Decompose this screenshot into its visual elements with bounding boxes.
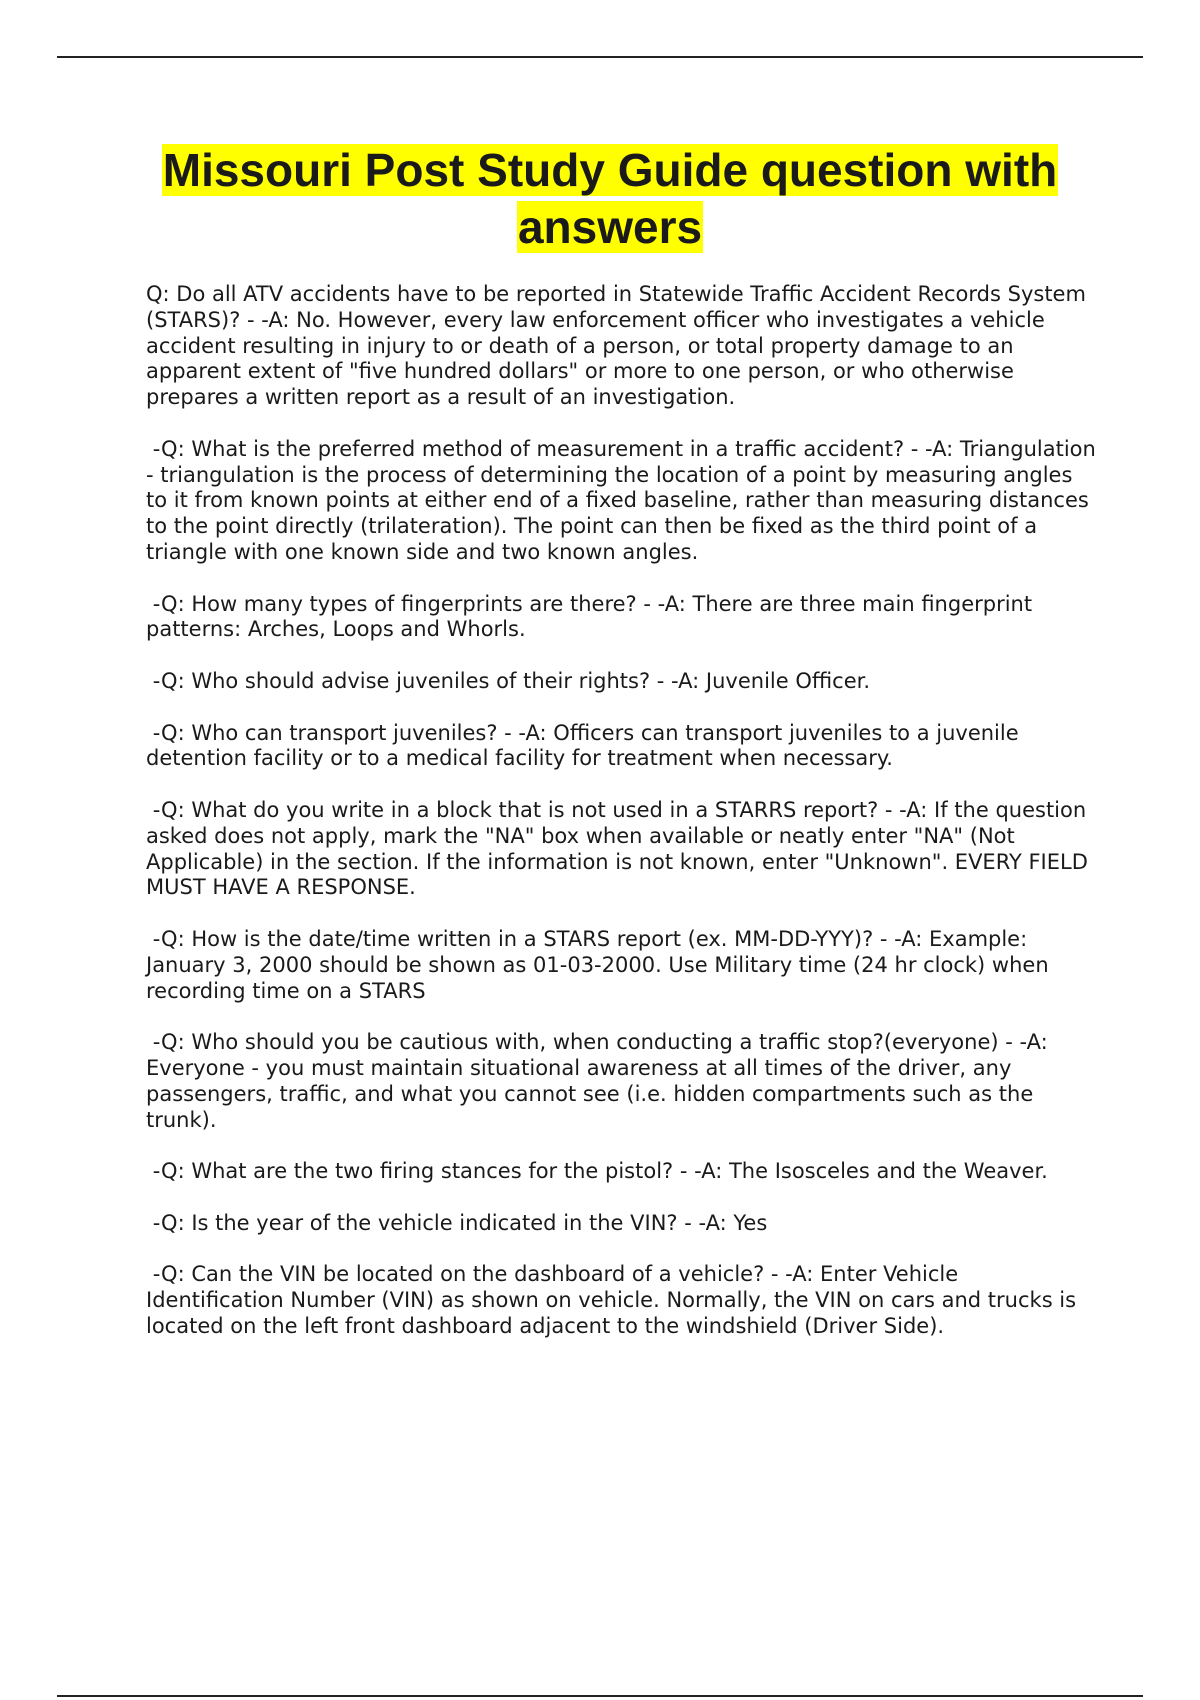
document-title xyxy=(130,142,1090,256)
header-rule xyxy=(57,56,1143,58)
footer-rule xyxy=(57,1695,1143,1697)
qa-item: Q: Do all ATV accidents have to be reported in Statewide Traffic Accident Records System (STARS)? - -A: No. However, every law enforcement officer who investigates a vehicle accident resulting in injury to or death of a person, or total property damage to an apparent extent of "five hundred dollars" or more to one person, or who otherwise prepares a written report as a result of an investigation. xyxy=(146,282,1093,410)
qa-item: -Q: What is the preferred method of measurement in a traffic accident? - -A: Triangulation - triangulation is the process of determining the location of a point by measuring angles to it from known points at either end of a fixed baseline, rather than measuring distances to the point directly (trilateration). The point can then be fixed as the third point of a triangle with one known side and two known angles. xyxy=(146,436,1103,564)
qa-item: -Q: Can the VIN be located on the dashboard of a vehicle? - -A: Enter Vehicle Identification Number (VIN) as shown on vehicle. Normally, the VIN on cars and trucks is located on the left front dashboard adjacent to the windshield (Driver Side). xyxy=(146,1262,1083,1338)
qa-item: -Q: Who should advise juveniles of their rights? - -A: Juvenile Officer. xyxy=(146,668,871,693)
qa-item: -Q: What are the two firing stances for the pistol? - -A: The Isosceles and the Weaver. xyxy=(146,1159,1048,1184)
qa-list xyxy=(146,282,1103,1365)
document-title-text: Missouri Post Study Guide question with answers xyxy=(162,144,1058,253)
qa-item: -Q: Who should you be cautious with, when conducting a traffic stop?(everyone) - -A: Everyone - you must maintain situational awareness at all times of the driver, any passengers, traffic, and what you cannot see (i.e. hidden compartments such as the trunk). xyxy=(146,1030,1055,1132)
qa-item: -Q: How many types of fingerprints are there? - -A: There are three main fingerprint patterns: Arches, Loops and Whorls. xyxy=(146,591,1039,642)
qa-item: -Q: How is the date/time written in a STARS report (ex. MM-DD-YYY)? - -A: Example: January 3, 2000 should be shown as 01-03-2000. Use Military time (24 hr clock) when recording time on a STARS xyxy=(146,926,1056,1003)
qa-item: -Q: Is the year of the vehicle indicated in the VIN? - -A: Yes xyxy=(146,1210,768,1235)
qa-item: -Q: Who can transport juveniles? - -A: Officers can transport juveniles to a juvenile detention facility or to a medical facility for treatment when necessary. xyxy=(146,720,1026,771)
qa-item: -Q: What do you write in a block that is not used in a STARRS report? - -A: If the question asked does not apply, mark the "NA" box when available or neatly enter "NA" (Not Applicable) in the section. If the information is not known, enter "Unknown". EVERY FIELD MUST HAVE A RESPONSE. xyxy=(146,797,1095,900)
